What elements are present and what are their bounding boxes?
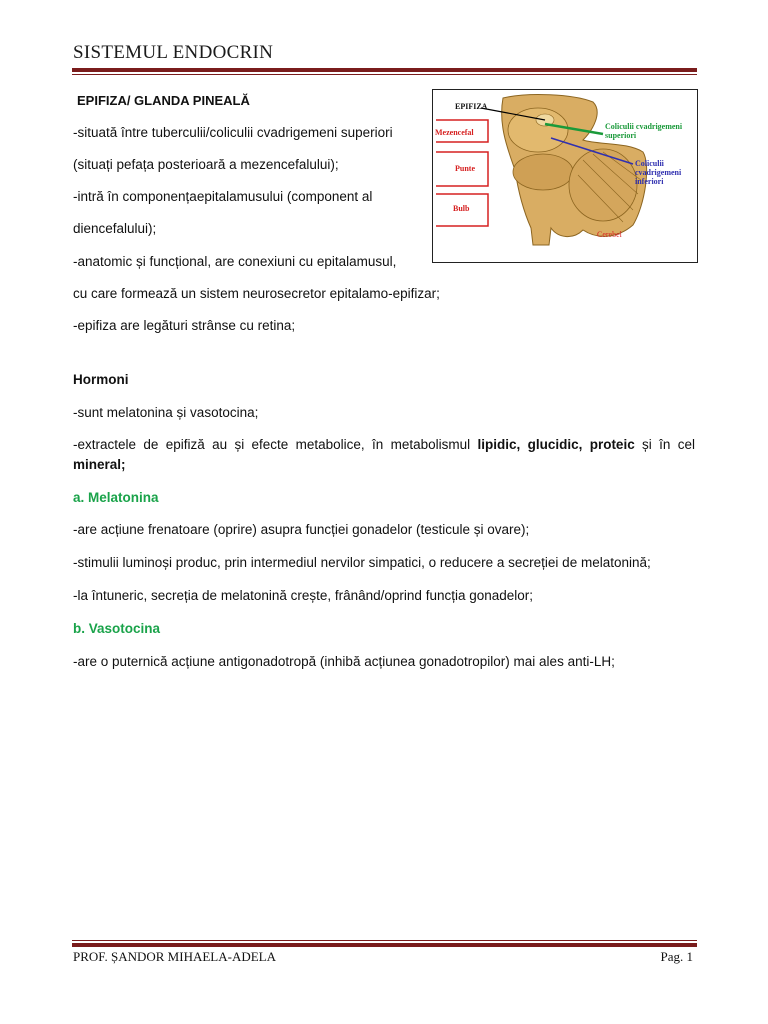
footer-author: PROF. ȘANDOR MIHAELA-ADELA [73, 949, 276, 964]
text-line: -anatomic și funcțional, are conexiuni cu epitalamusul, [73, 254, 397, 269]
footer-page-number: Pag. 1 [660, 949, 693, 964]
text-line: cu care formează un sistem neurosecretor epitalamo-epifizar; [73, 286, 440, 301]
text-line: -sunt melatonina și vasotocina; [73, 405, 259, 420]
label-epifiza: EPIFIZA [455, 102, 488, 111]
page-header-title: SISTEMUL ENDOCRIN [73, 42, 274, 63]
header-rule-thick [72, 68, 697, 72]
label-coliculi-sup-1: Coliculii cvadrigemeni [605, 122, 683, 131]
label-coliculi-inf-3: inferiori [635, 177, 664, 186]
text-span-bold: lipidic, glucidic, proteic [477, 437, 635, 452]
label-coliculi-sup-2: superiori [605, 131, 637, 140]
text-span: și în cel [634, 437, 695, 452]
label-punte: Punte [455, 164, 475, 173]
section-heading-epifiza: EPIFIZA/ GLANDA PINEALĂ [77, 93, 250, 108]
footer-rule-thin [72, 940, 697, 941]
hormoni-paragraph [73, 435, 695, 475]
text-line: -stimulii luminoși produc, prin intermediul nervilor simpatici, o reducere a secreției de melatonină; [73, 555, 651, 570]
text-line: -situată între tuberculii/coliculii cvadrigemeni superiori [73, 125, 393, 140]
header-rule-thin [72, 74, 697, 75]
label-mezencefal: Mezencefal [435, 128, 474, 137]
text-line: (situați pefața posterioară a mezencefalului); [73, 157, 339, 172]
text-line: -la întuneric, secreția de melatonină crește, frânând/oprind funcția gonadelor; [73, 588, 534, 603]
brainstem-figure [432, 89, 698, 263]
label-coliculi-inf-2: cvadrigemeni [635, 168, 682, 177]
text-line: -intră în componențaepitalamusului (component al [73, 189, 373, 204]
footer-rule-thick [72, 943, 697, 947]
section-heading-hormoni: Hormoni [73, 372, 129, 387]
label-cerebel: Cerebel [597, 230, 622, 239]
text-line: -epifiza are legături strânse cu retina; [73, 318, 296, 333]
text-line: diencefalului); [73, 221, 157, 236]
text-span: -extractele de epifiză au și efecte metabolice, în metabolismul [73, 437, 478, 452]
text-line: -are o puternică acțiune antigonadotropă (inhibă acțiunea gonadotropilor) mai ales anti-LH; [73, 654, 615, 669]
label-bulb: Bulb [453, 204, 470, 213]
section-heading-melatonina: a. Melatonina [73, 490, 159, 505]
text-line: -are acțiune frenatoare (oprire) asupra funcției gonadelor (testicule și ovare); [73, 522, 530, 537]
label-coliculi-inf-1: Coliculii [635, 159, 664, 168]
section-heading-vasotocina: b. Vasotocina [73, 621, 161, 636]
text-span-bold: mineral; [73, 457, 126, 472]
